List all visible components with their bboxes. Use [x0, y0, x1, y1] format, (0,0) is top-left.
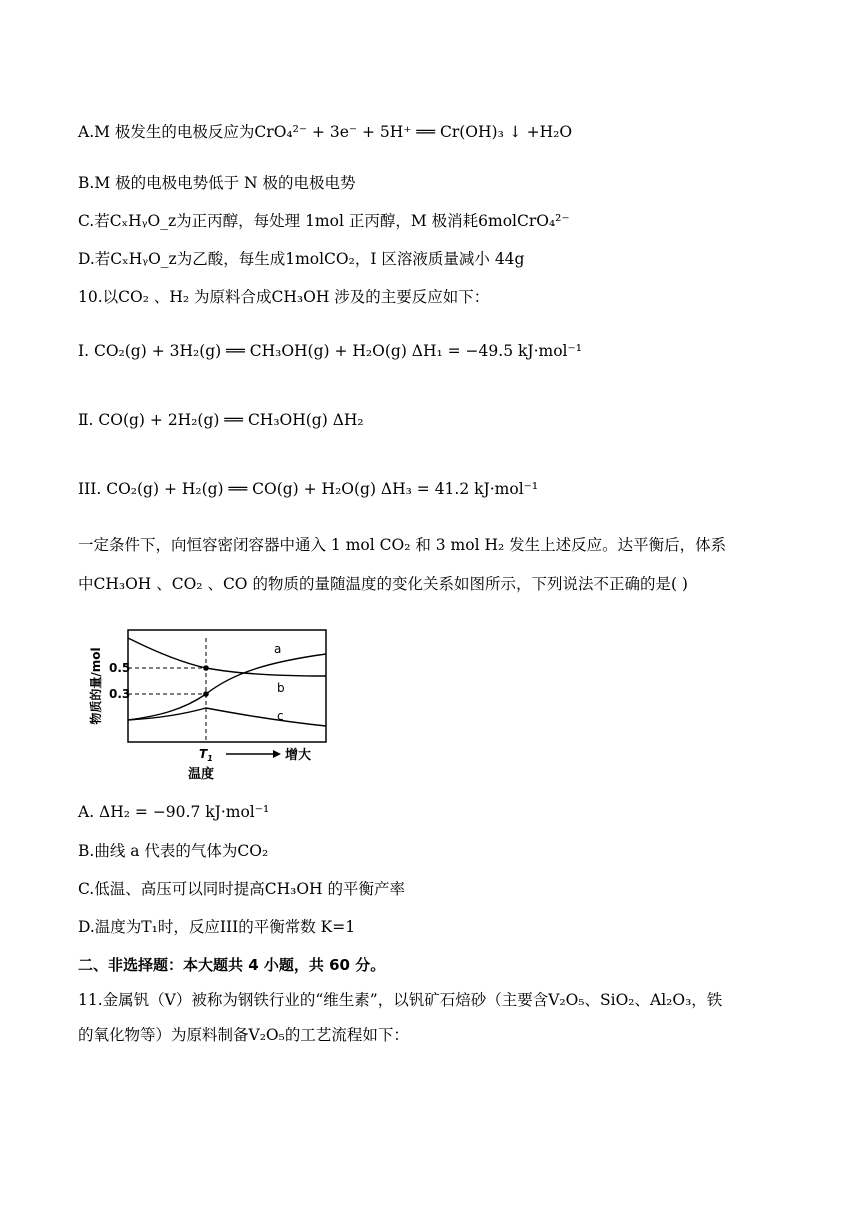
y-tick-03: 0.3 — [109, 687, 131, 701]
q10-option-a: A. ΔH₂ = −90.7 kJ·mol⁻¹ — [78, 803, 270, 821]
y-axis-label: 物质的量/mol — [89, 647, 103, 725]
x-axis-label: 温度 — [188, 767, 215, 782]
q10-reaction-1: I. CO₂(g) + 3H₂(g) ══ CH₃OH(g) + H₂O(g) ΔH₁ = −49.5 kJ·mol⁻¹ — [78, 342, 582, 360]
q10-description-line2: 中CH₃OH 、CO₂ 、CO 的物质的量随温度的变化关系如图所示，下列说法不正确的是( ) — [78, 575, 688, 593]
q10-option-c: C.低温、高压可以同时提高CH₃OH 的平衡产率 — [78, 880, 405, 898]
q9-option-d: D.若CₓHᵧO_z为乙酸，每生成1molCO₂，I 区溶液质量减小 44g — [78, 250, 525, 268]
q10-option-d: D.温度为T₁时，反应III的平衡常数 K=1 — [78, 918, 356, 936]
quantity-temperature-figure — [78, 628, 340, 788]
q9-option-b: B.M 极的电极电势低于 N 极的电极电势 — [78, 174, 356, 192]
curve-b — [128, 638, 326, 676]
q9-option-c: C.若CₓHᵧO_z为正丙醇，每处理 1mol 正丙醇，M 极消耗6molCrO₄²⁻ — [78, 212, 570, 230]
q10-reaction-2: Ⅱ. CO(g) + 2H₂(g) ══ CH₃OH(g) ΔH₂ — [78, 411, 364, 429]
intersection-point-03 — [203, 691, 209, 697]
y-tick-05: 0.5 — [109, 661, 131, 675]
curve-c — [128, 708, 326, 726]
increase-label: 增大 — [285, 748, 312, 763]
curve-a-label: a — [274, 642, 282, 656]
q10-stem: 10.以CO₂ 、H₂ 为原料合成CH₃OH 涉及的主要反应如下： — [78, 288, 490, 306]
q9-option-a: A.M 极发生的电极反应为CrO₄²⁻ + 3e⁻ + 5H⁺ ══ Cr(OH)₃ ↓ +H₂O — [78, 123, 573, 141]
q10-description-line1: 一定条件下，向恒容密闭容器中通入 1 mol CO₂ 和 3 mol H₂ 发生上述反应。达平衡后，体系 — [78, 536, 727, 554]
increase-arrowhead — [273, 750, 281, 758]
plot-frame — [128, 630, 326, 742]
curve-b-label: b — [277, 681, 285, 695]
q10-reaction-3: III. CO₂(g) + H₂(g) ══ CO(g) + H₂O(g) ΔH₃ = 41.2 kJ·mol⁻¹ — [78, 480, 539, 498]
t1-label: $T_1$ — [199, 747, 213, 763]
q11-line2: 的氧化物等）为原料制备V₂O₅的工艺流程如下： — [78, 1026, 409, 1044]
intersection-point-05 — [203, 665, 209, 671]
curve-a — [128, 654, 326, 720]
q11-line1: 11.金属钒（V）被称为钢铁行业的“维生素”，以钒矿石焙砂（主要含V₂O₅、SiO₂、Al₂O₃，铁 — [78, 991, 723, 1009]
section2-heading: 二、非选择题：本大题共 4 小题，共 60 分。 — [78, 956, 386, 974]
q10-option-b: B.曲线 a 代表的气体为CO₂ — [78, 842, 269, 860]
curve-c-label: c — [277, 709, 284, 723]
